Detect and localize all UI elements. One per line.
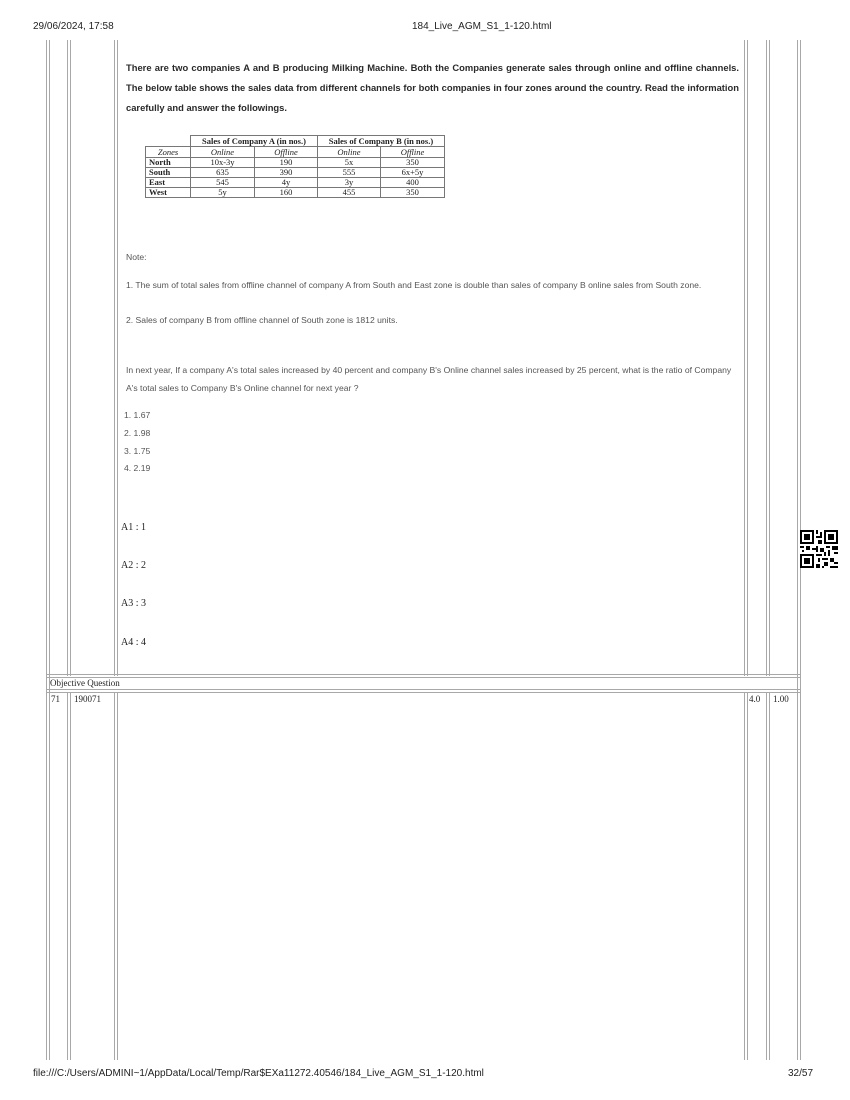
cell-zone: South <box>146 168 191 178</box>
question-intro: There are two companies A and B producing Milking Machine. Both the Companies generate sales through online and offline channels. The below table shows the sales data from different channels for both companies in four zones around the country. Read the information carefully and answer the followings. <box>126 62 739 113</box>
col-zones: Zones <box>146 147 191 158</box>
marks-value: 4.0 <box>749 694 761 704</box>
answer-a1: A1 : 1 <box>121 522 146 533</box>
table-row <box>146 178 445 188</box>
col-a-offline: Offline <box>254 147 317 158</box>
answer-a3: A3 : 3 <box>121 598 146 609</box>
table-cell: 390 <box>254 168 317 178</box>
note-2: 2. Sales of company B from offline channel of South zone is 1812 units. <box>126 315 398 325</box>
section-label: Objective Question <box>50 678 120 688</box>
table-row <box>146 188 445 198</box>
table-cell: 4y <box>254 178 317 188</box>
table-cell: 5y <box>191 188 255 198</box>
company-a-header: Sales of Company A (in nos.) <box>191 136 318 147</box>
option-1: 1. 1.67 <box>124 410 151 420</box>
table-row <box>146 158 445 168</box>
option-3: 3. 1.75 <box>124 446 151 456</box>
answer-a2: A2 : 2 <box>121 560 146 571</box>
note-1: 1. The sum of total sales from offline channel of company A from South and East zone is double than sales of company B online sales from South zone. <box>126 280 702 290</box>
table-cell: 5x <box>318 158 381 168</box>
answer-a4: A4 : 4 <box>121 637 146 648</box>
option-4: 4. 2.19 <box>124 463 151 473</box>
print-datetime: 29/06/2024, 17:58 <box>33 21 114 32</box>
table-cell: 160 <box>254 188 317 198</box>
table-cell: 545 <box>191 178 255 188</box>
file-path: file:///C:/Users/ADMINI~1/AppData/Local/Temp/Rar$EXa11272.40546/184_Live_AGM_S1_1-120.html <box>33 1068 484 1079</box>
note-label: Note: <box>126 252 147 262</box>
option-2: 2. 1.98 <box>124 428 151 438</box>
table-cell: 400 <box>381 178 445 188</box>
print-title: 184_Live_AGM_S1_1-120.html <box>412 21 552 32</box>
table-cell: 635 <box>191 168 255 178</box>
table-cell: 555 <box>318 168 381 178</box>
table-cell: 350 <box>381 188 445 198</box>
col-a-online: Online <box>191 147 255 158</box>
table-cell: 190 <box>254 158 317 168</box>
question-prompt: In next year, If a company A's total sales increased by 40 percent and company B's Online channel sales increased by 25 percent, what is the ratio of Company A's total sales to Company B's Online channel for next year ? <box>126 365 732 393</box>
question-id: 190071 <box>74 694 101 704</box>
table-cell: 6x+5y <box>381 168 445 178</box>
cell-zone: East <box>146 178 191 188</box>
table-cell: 3y <box>318 178 381 188</box>
sales-table <box>145 135 445 198</box>
company-b-header: Sales of Company B (in nos.) <box>318 136 445 147</box>
table-row <box>146 168 445 178</box>
table-cell: 10x-3y <box>191 158 255 168</box>
negative-marks-value: 1.00 <box>773 694 789 704</box>
col-b-offline: Offline <box>381 147 445 158</box>
question-number: 71 <box>51 694 60 704</box>
col-b-online: Online <box>318 147 381 158</box>
table-cell: 350 <box>381 158 445 168</box>
cell-zone: West <box>146 188 191 198</box>
page-number: 32/57 <box>788 1068 814 1079</box>
table-cell: 455 <box>318 188 381 198</box>
qr-code-icon <box>800 530 838 568</box>
cell-zone: North <box>146 158 191 168</box>
